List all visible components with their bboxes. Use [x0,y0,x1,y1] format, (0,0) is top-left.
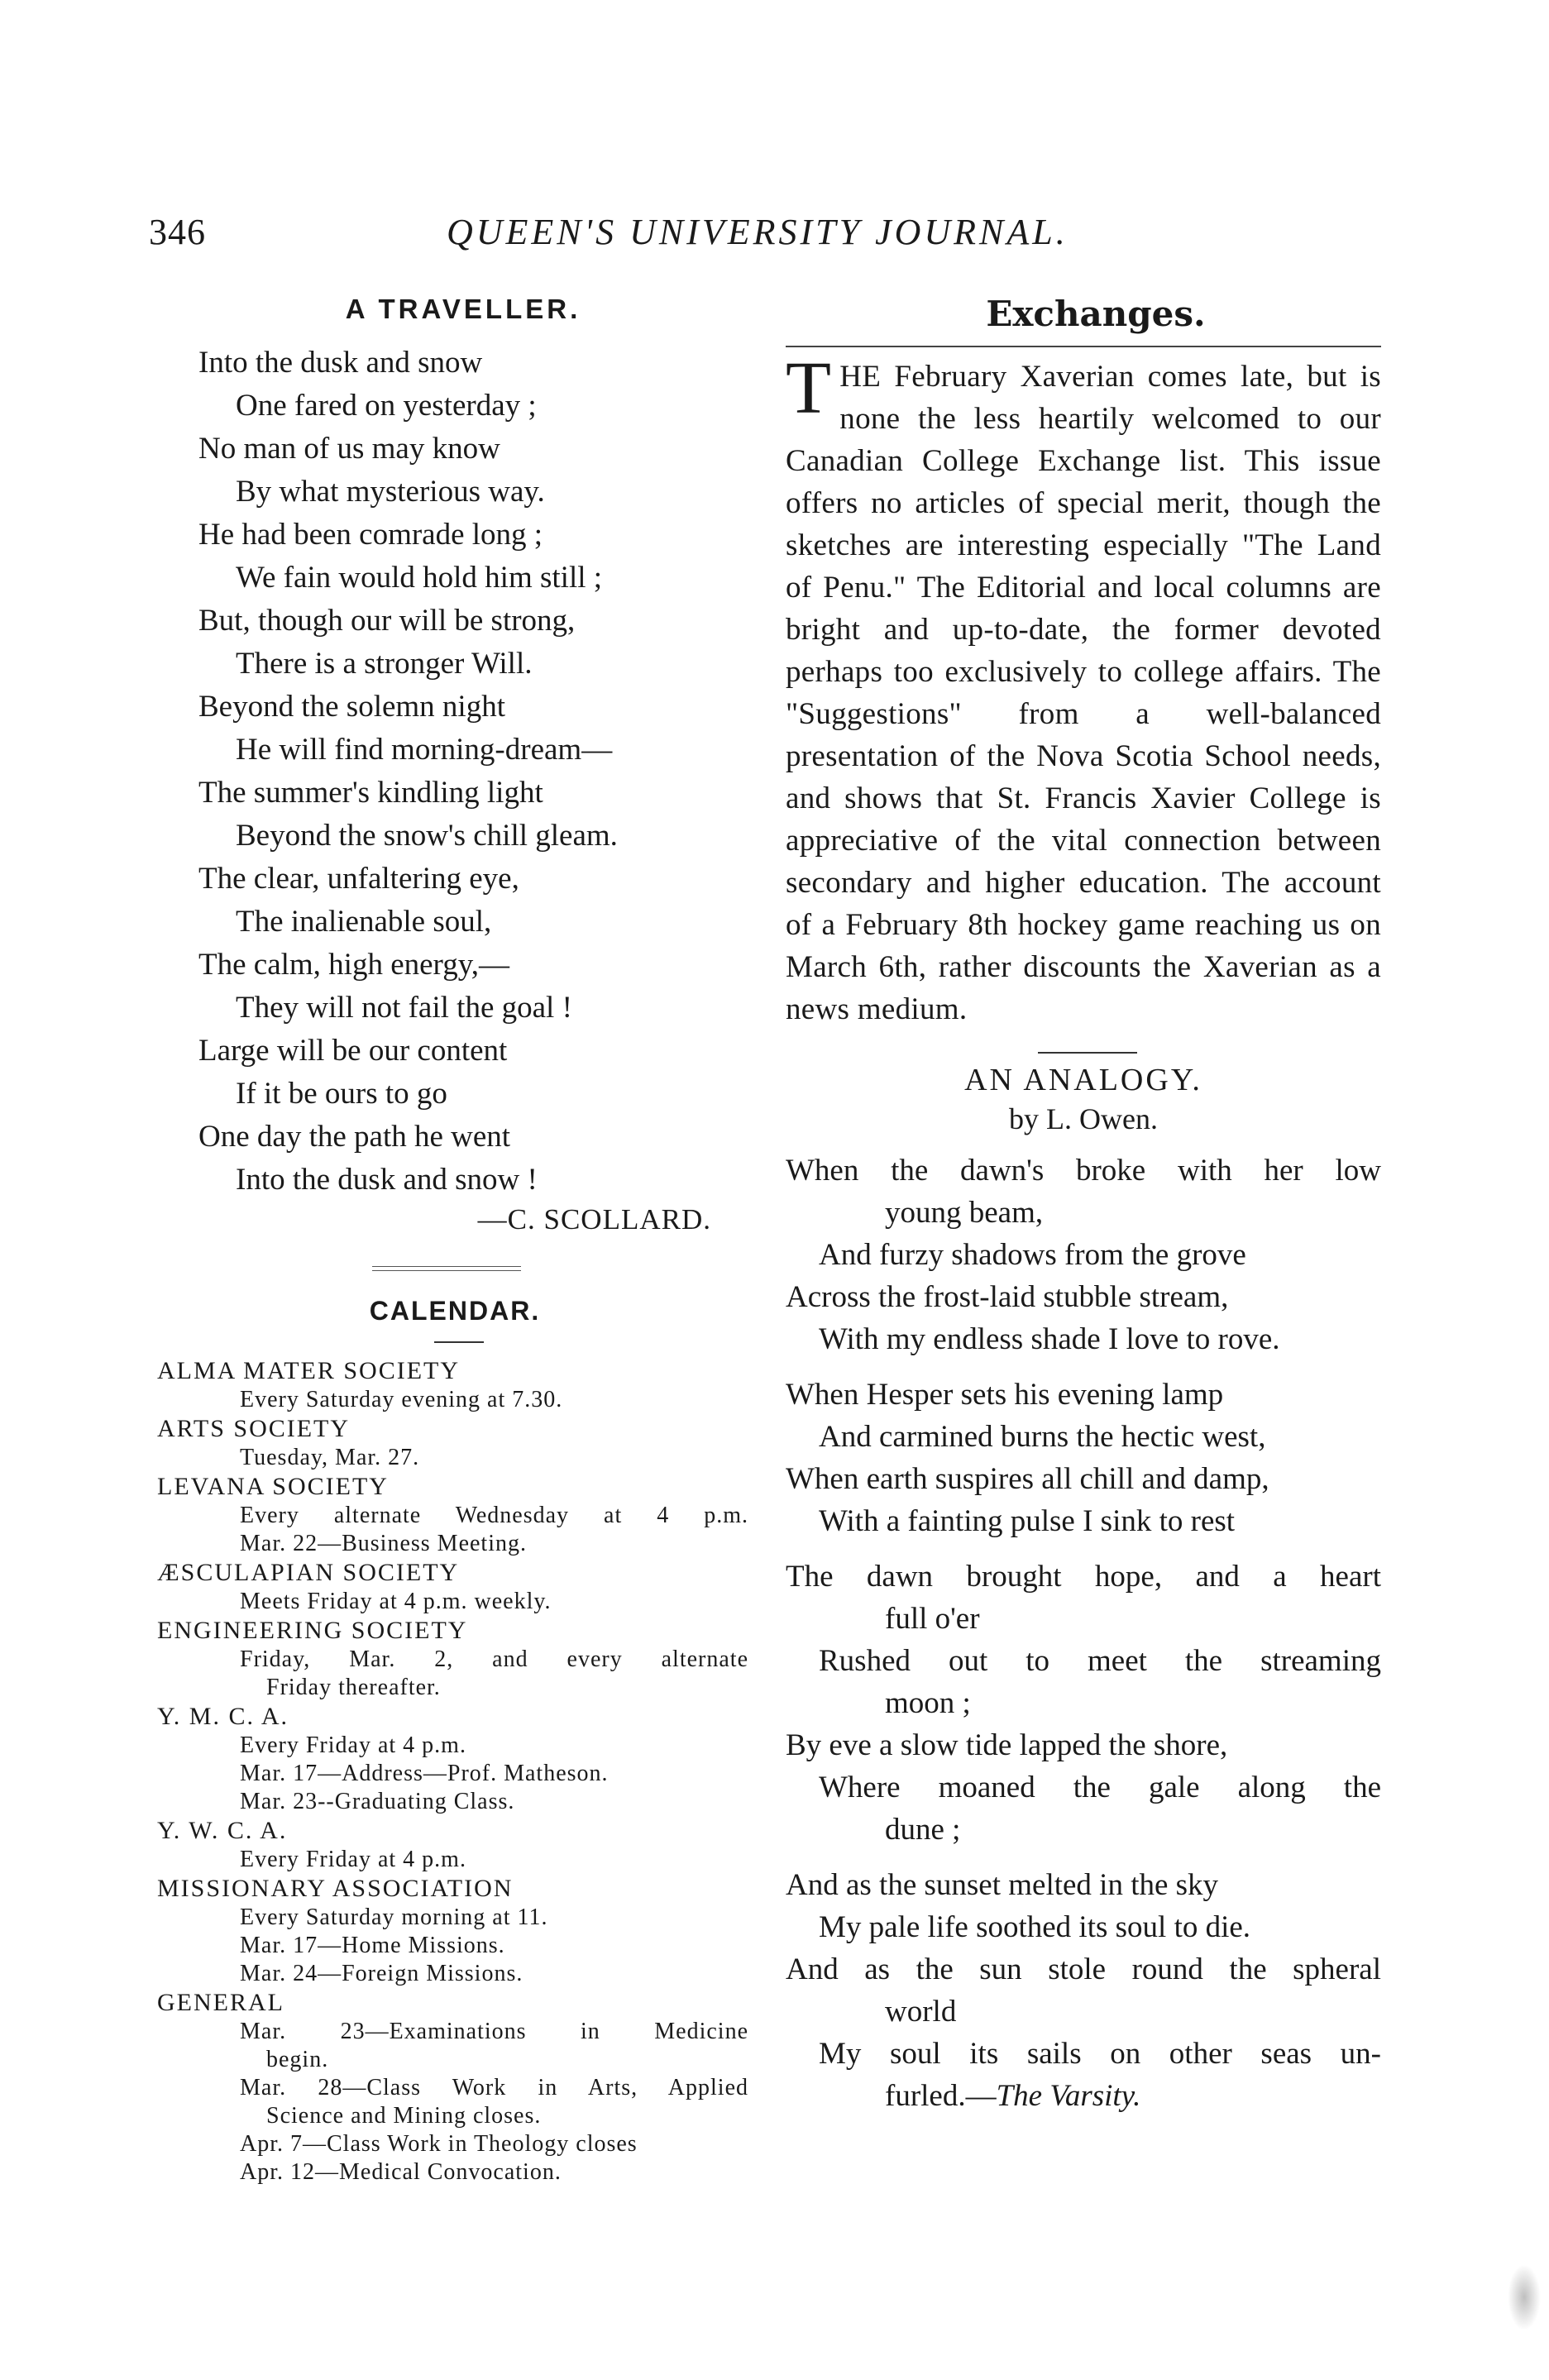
verse-line: When Hesper sets his evening lamp [786,1378,1224,1412]
stanza [786,1149,1381,1360]
verse-continuation [786,2075,1381,2117]
verse-continuation [786,1682,1381,1724]
calendar-entry: Every Saturday evening at 7.30. [240,1387,563,1412]
calendar-entry: Meets Friday at 4 p.m. weekly. [240,1589,552,1614]
journal-title: QUEEN'S UNIVERSITY JOURNAL. [447,212,1069,252]
page-smudge [1508,2264,1541,2330]
poem-line: The summer's kindling light [198,776,543,810]
calendar-entry-continuation: Science and Mining closes. [266,2103,542,2129]
poem-line: Beyond the solemn night [198,690,505,724]
poem-line: They will not fail the goal ! [236,991,572,1025]
calendar-entry: Mar. 17—Address—Prof. Matheson. [240,1761,609,1786]
analogy-byline: by L. Owen. [1009,1102,1158,1135]
poem-line: He had been comrade long ; [198,518,543,552]
calendar-entry: Tuesday, Mar. 27. [240,1445,420,1470]
short-rule [434,1341,484,1343]
poem-line: The clear, unfaltering eye, [198,862,519,896]
poem-line: One day the path he went [198,1120,511,1154]
analogy-poem [786,1149,1381,2117]
calendar-heading: ENGINEERING SOCIETY [157,1617,468,1644]
calendar-heading: Y. W. C. A. [157,1817,288,1844]
calendar-entry: Apr. 7—Class Work in Theology closes [240,2131,638,2157]
traveller-poem [198,342,744,1202]
calendar-entry: Mar. 22—Business Meeting. [240,1531,527,1556]
verse-line: By eve a slow tide lapped the shore, [786,1728,1228,1762]
verse-line: And as the sunset melted in the sky [786,1868,1219,1902]
poem-line: But, though our will be strong, [198,604,576,638]
poem-line: We fain would hold him still ; [236,561,603,595]
verse-continuation-text: young beam, [885,1196,1044,1230]
verse-line: With a fainting pulse I sink to rest [819,1504,1236,1538]
verse-line: Across the frost-laid stubble stream, [786,1280,1229,1314]
analogy-title: AN ANALOGY. [964,1063,1202,1097]
poem-line: He will find morning-dream— [236,733,613,767]
calendar-entry-continuation: Friday thereafter. [266,1675,441,1700]
calendar-entry: Mar. 24—Foreign Missions. [240,1961,524,1986]
page-header [149,211,1100,260]
calendar-entry: Apr. 12—Medical Convocation. [240,2159,562,2185]
calendar-entry: Every Friday at 4 p.m. [240,1732,466,1758]
calendar-entry: Mar. 28—Class Work in Arts, Applied [240,2075,748,2100]
stanza [786,1556,1381,1851]
exchanges-title: Exchanges. [986,294,1206,334]
verse-continuation-text: world [885,1995,957,2029]
calendar-entry: Mar. 17—Home Missions. [240,1933,505,1958]
calendar-title: CALENDAR. [369,1296,541,1326]
calendar-heading: LEVANA SOCIETY [157,1473,389,1500]
poem-line: No man of us may know [198,432,500,466]
verse-line: And carmined burns the hectic west, [819,1420,1266,1454]
calendar-heading: MISSIONARY ASSOCIATION [157,1875,514,1902]
verse-continuation [786,1809,1381,1851]
verse-continuation-text: furled.— [885,2079,997,2113]
verse-line: With my endless shade I love to rove. [819,1322,1280,1356]
calendar-heading: Y. M. C. A. [157,1703,289,1730]
calendar-entry: Mar. 23--Graduating Class. [240,1789,515,1814]
poem-title: A TRAVELLER. [345,294,581,324]
exchanges-body: HE February Xaverian comes late, but is none the less heartily welcomed to our Canadian College Exchange list. This issue offers no articles of special merit, though the sketches are interesting especially "The Land of Penu." The Editorial and local columns are bright and up-to-date, the former devoted perhaps too exclusively to college affairs. The "Suggestions" from a well-balanced presentation of the Nova Scotia School needs, and shows that St. Francis Xavier College is appreciative of the vital connection between secondary and higher education. The account of a February 8th hockey game reaching us on March 6th, rather discounts the Xaverian as a news medium. [786,360,1381,1026]
poem-line: The calm, high energy,— [198,948,510,982]
verse-continuation [786,1991,1381,2033]
calendar-entry: Every Saturday morning at 11. [240,1904,548,1930]
section-divider [372,1266,521,1271]
section-divider [1038,1052,1137,1054]
left-column [149,294,748,2186]
verse-continuation [786,1598,1381,1640]
verse-continuation [786,1192,1381,1234]
poem-line: By what mysterious way. [236,475,545,509]
calendar-entry: Every alternate Wednesday at 4 p.m. [240,1503,748,1528]
verse-line: And as the sun stole round the spheral [786,1952,1381,1986]
verse-line: And furzy shadows from the grove [819,1238,1246,1272]
poem-line: Beyond the snow's chill gleam. [236,819,618,853]
calendar-entry: Friday, Mar. 2, and every alternate [240,1646,748,1672]
stanza [786,1374,1381,1542]
verse-continuation-text: full o'er [885,1602,980,1636]
poem-line: Into the dusk and snow ! [236,1163,538,1197]
verse-line: The dawn brought hope, and a heart [786,1560,1381,1594]
verse-line: Where moaned the gale along the [819,1771,1381,1804]
title-rule [786,346,1381,347]
page-number: 346 [149,212,206,252]
verse-continuation-text: dune ; [885,1813,961,1847]
poem-line: There is a stronger Will. [236,647,533,681]
poem-line: The inalienable soul, [236,905,492,939]
stanza [786,1864,1381,2117]
drop-cap: T [786,347,832,429]
calendar-entry-continuation: begin. [266,2047,329,2072]
calendar-entry: Mar. 23—Examinations in Medicine [240,2019,748,2044]
calendar-heading: GENERAL [157,1989,284,2016]
verse-continuation-text: moon ; [885,1686,971,1720]
verse-line: When the dawn's broke with her low [786,1154,1381,1188]
poem-line: Into the dusk and snow [198,346,483,380]
verse-line: Rushed out to meet the streaming [819,1644,1381,1678]
verse-line: When earth suspires all chill and damp, [786,1462,1269,1496]
calendar-heading: ALMA MATER SOCIETY [157,1357,461,1384]
calendar-entry: Every Friday at 4 p.m. [240,1847,466,1872]
right-column [786,294,1381,2117]
poem-line: One fared on yesterday ; [236,389,537,423]
calendar-heading: ARTS SOCIETY [157,1415,351,1442]
verse-line: My pale life soothed its soul to die. [819,1910,1251,1944]
poem-source: The Varsity. [996,2079,1141,2113]
poem-author: —C. SCOLLARD. [477,1203,711,1235]
poem-line: If it be ours to go [236,1077,447,1111]
poem-line: Large will be our content [198,1034,508,1068]
calendar-list [157,1356,748,2186]
calendar-heading: ÆSCULAPIAN SOCIETY [157,1559,460,1586]
verse-line: My soul its sails on other seas un- [819,2037,1381,2071]
exchanges-paragraph [786,347,1381,1030]
